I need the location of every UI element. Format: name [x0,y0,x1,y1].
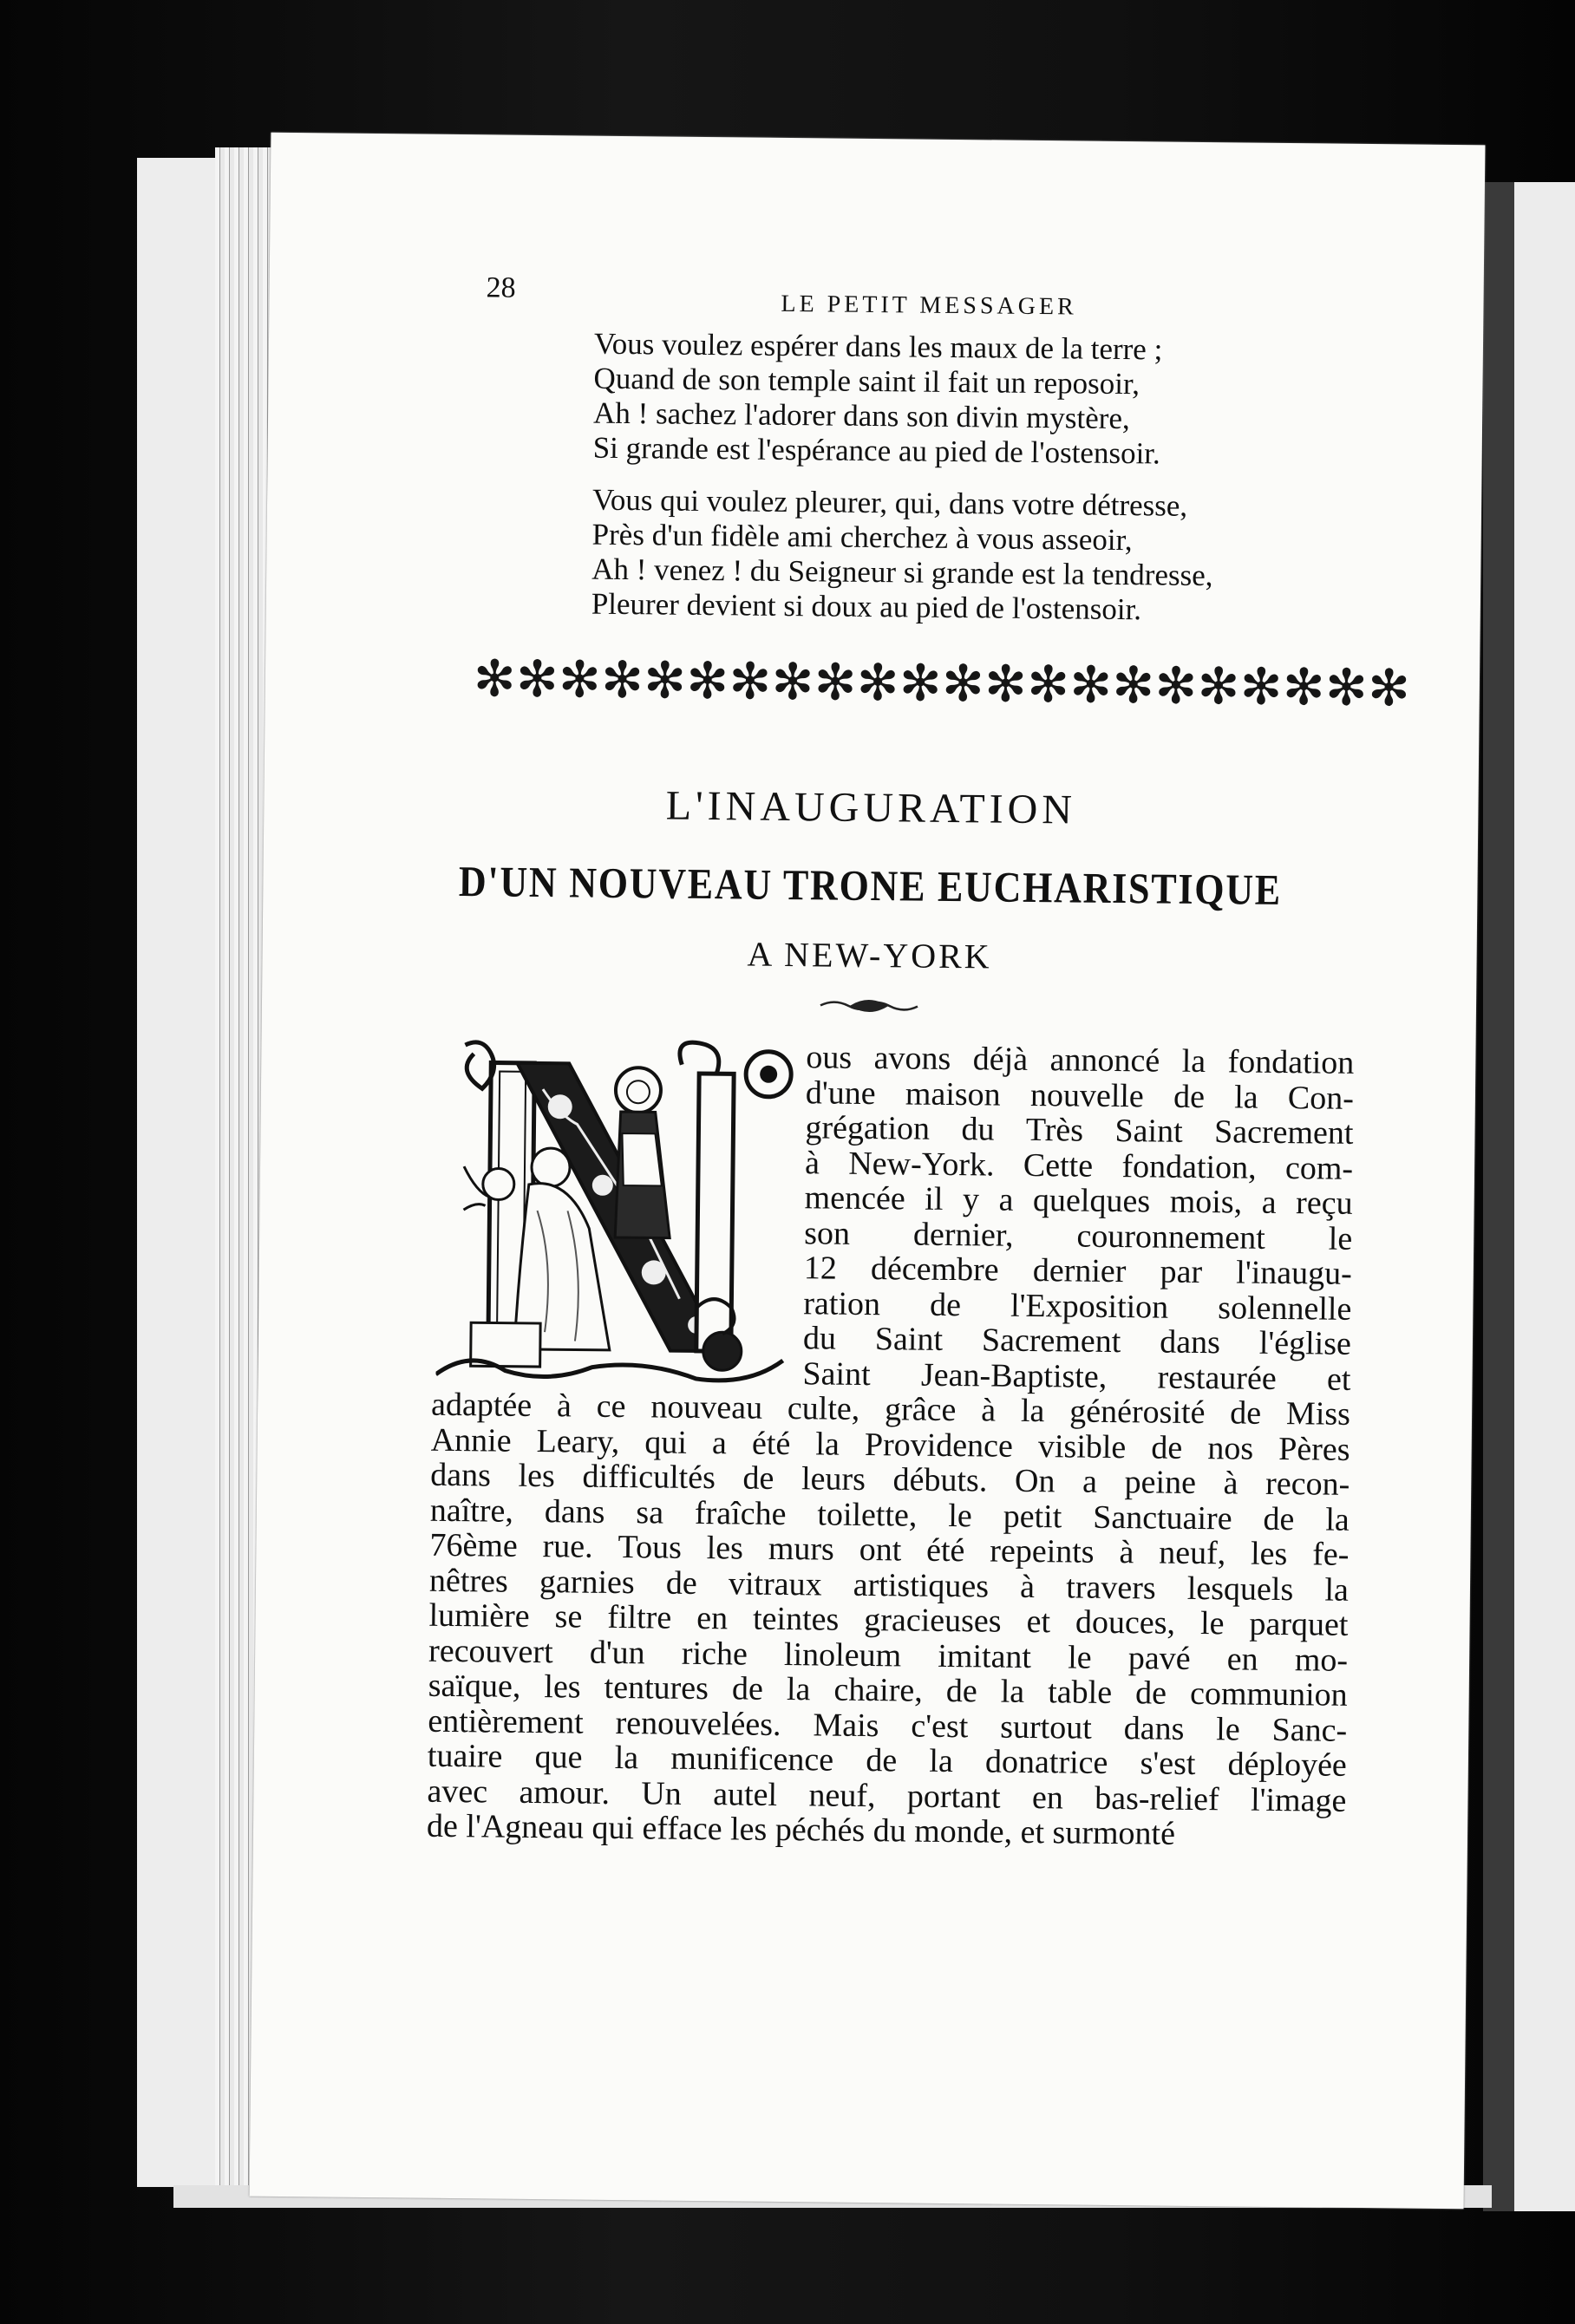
star-ornament-icon: ✻ [686,652,729,710]
star-ornament-icon: ✻ [1026,656,1070,714]
star-ornament-icon: ✻ [941,655,985,713]
article-body-line: 76ème rue. Tous les murs ont été repeints à neuf, les fe- [429,1526,1350,1573]
poem-line: Quand de son temple saint il fait un reposoir, [593,361,1140,401]
star-ornament-icon: ✻ [1154,657,1198,715]
facing-page-edge [1514,182,1575,2211]
article-body [427,1036,1355,1854]
star-ornament-icon: ✻ [856,654,899,712]
article-body-line: de l'Agneau qui efface les péchés du monde, et surmonté [426,1807,1176,1852]
star-ornament-icon: ✻ [1239,658,1283,715]
article-body-line: ration de l'Exposition solennelle [803,1284,1352,1328]
star-ornament-icon: ✻ [984,656,1028,713]
article-body-line: dans les difficultés de leurs débuts. On a peine à recon- [430,1456,1350,1503]
star-ornament-icon: ✻ [1367,660,1411,717]
running-title: LE PETIT MESSAGER [781,290,1077,321]
article-body-line: avec amour. Un autel neuf, portant en bas-relief l'image [427,1772,1347,1819]
poem-line: Ah ! sachez l'adorer dans son divin mystère, [592,395,1130,436]
star-ornament-icon: ✻ [1069,656,1113,714]
star-ornament-icon: ✻ [1324,659,1368,717]
article-body-line: son dernier, couronnement le [804,1214,1353,1257]
star-ornament-icon: ✻ [600,651,644,709]
article-body-line: Annie Leary, qui a été la Providence visible de nos Pères [430,1421,1350,1468]
article-body-line: à New-York. Cette fondation, com- [804,1144,1354,1187]
star-ornament-icon: ✻ [814,654,857,711]
article-title-line-3: A NEW-YORK [747,934,992,976]
poem-line: Si grande est l'espérance au pied de l'ostensoir. [592,430,1160,471]
poem-stanza-2 [591,483,1356,630]
article-title-line-1: L'INAUGURATION [665,782,1077,833]
book-left-edge [137,158,224,2187]
book-spine-shadow [1483,182,1514,2211]
article-body-line: Saint Jean-Baptiste, restaurée et [802,1355,1351,1398]
star-ornament-icon: ✻ [1197,657,1240,715]
article-body-line: ous avons déjà annoncé la fondation [806,1039,1355,1081]
star-ornament-icon: ✻ [771,653,814,711]
poem-line: Vous qui voulez pleurer, qui, dans votre détresse, [591,482,1188,523]
star-ornament-icon: ✻ [644,652,687,709]
star-ornament-divider [473,650,1411,717]
book-page [250,133,1486,2210]
poem-line: Près d'un fidèle ami cherchez à vous asseoir, [591,517,1133,558]
article-body-line: du Saint Sacrement dans l'église [802,1320,1352,1362]
poem-stanza-1 [592,327,1357,473]
page-number: 28 [486,271,516,304]
article-body-line: entièrement renouvelées. Mais c'est surtout dans le Sanc- [428,1702,1348,1749]
star-ornament-icon: ✻ [515,650,559,708]
star-ornament-icon: ✻ [558,651,602,708]
article-body-line: mencée il y a quelques mois, a reçu [804,1179,1353,1222]
article-body-line: saïque, les tentures de la chaire, de la table de communion [428,1667,1348,1714]
article-body-line: lumière se filtre en teintes gracieuses et douces, le parquet [428,1596,1349,1643]
article-body-line: recouvert d'un riche linoleum imitant le pavé en mo- [428,1632,1349,1679]
article-body-line: adaptée à ce nouveau culte, grâce à la générosité de Miss [430,1386,1351,1433]
poem-line: Ah ! venez ! du Seigneur si grande est la tendresse, [591,552,1213,593]
star-ornament-icon: ✻ [1112,656,1155,715]
star-ornament-icon: ✻ [1282,658,1325,716]
article-body-line: tuaire que la munificence de la donatrice s'est déployée [427,1737,1348,1784]
article-body-line: grégation du Très Saint Sacrement [805,1109,1354,1152]
article-body-line: naître, dans sa fraîche toilette, le petit Sanctuaire de la [429,1492,1350,1538]
star-ornament-icon: ✻ [729,653,772,710]
small-flourish-icon [817,995,921,1016]
star-ornament-icon: ✻ [473,650,516,708]
article-body-line: d'une maison nouvelle de la Con- [805,1074,1355,1117]
article-title-line-2: D'UN NOUVEAU TRONE EUCHARISTIQUE [458,857,1283,914]
star-ornament-icon: ✻ [899,655,942,712]
poem-line: Vous voulez espérer dans les maux de la terre ; [593,326,1163,367]
article-body-line: 12 décembre dernier par l'inaugu- [803,1250,1353,1292]
article-body-line: nêtres garnies de vitraux artistiques à travers lesquels la [428,1562,1350,1609]
poem-line: Pleurer devient si doux au pied de l'ostensoir. [591,586,1142,627]
running-header [486,271,1336,322]
